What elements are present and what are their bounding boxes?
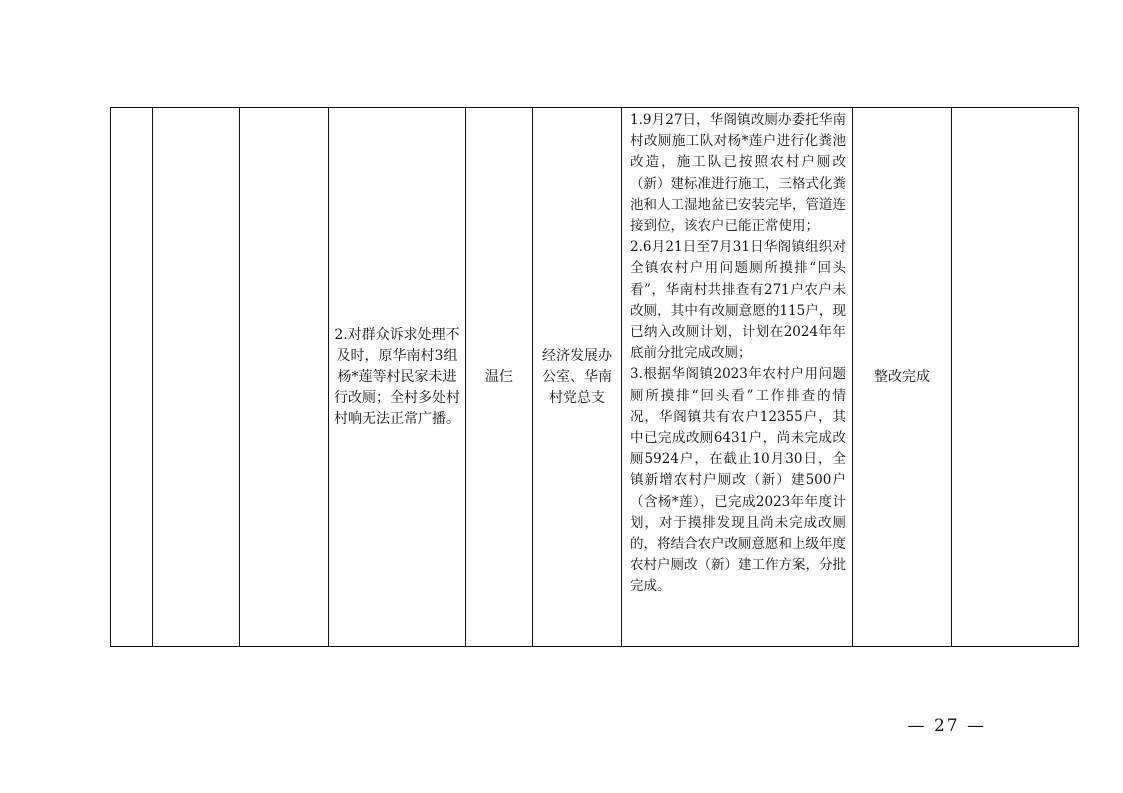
subcategory-cell (240, 108, 329, 647)
table-row (111, 108, 1079, 647)
page-number: — 27 — (907, 716, 986, 736)
responsible-person-cell: 温仨 (466, 108, 533, 647)
measures-cell (622, 108, 853, 647)
responsible-unit-cell (533, 108, 622, 647)
serial-number-cell (111, 108, 153, 647)
problem-cell (329, 108, 466, 647)
measure-item-1: 1.9月27日，华阁镇改厕办委托华南村改厕施工队对杨*莲户进行化粪池改造，施工队已按照农村户厕改（新）建标准进行施工，三格式化粪池和人工湿地盆已安装完毕，管道连接到位，该农户已能正常使用； (630, 112, 846, 235)
rectification-table (110, 107, 1079, 647)
responsible-unit-text: 经济发展办公室、华南村党总支 (542, 347, 612, 406)
measure-item-2: 2.6月21日至7月31日华阁镇组织对全镇农村户用问题厕所摸排“回头看”，华南村共排查有271户农户未改厕，其中有改厕意愿的115户，现已纳入改厕计划，计划在2024年年底前分批完成改厕； (630, 239, 846, 362)
remark-cell (952, 108, 1079, 647)
problem-text: 2.对群众诉求处理不及时，原华南村3组杨*莲等村民家未进行改厕；全村多处村村响无法正常广播。 (334, 326, 460, 427)
category-cell (153, 108, 240, 647)
status-cell: 整改完成 (853, 108, 952, 647)
measure-item-3: 3.根据华阁镇2023年农村户用问题厕所摸排“回头看”工作排查的情况，华阁镇共有农户12355户，其中已完成改厕6431户，尚未完成改厕5924户，在截止10月30日，全镇新增农村户厕改（新）建500户（含杨*莲），已完成2023年年度计划，对于摸排发现且尚未完成改厕的，将结合农户改厕意愿和上级年度农村户厕改（新）建工作方案，分批完成。 (630, 366, 846, 595)
